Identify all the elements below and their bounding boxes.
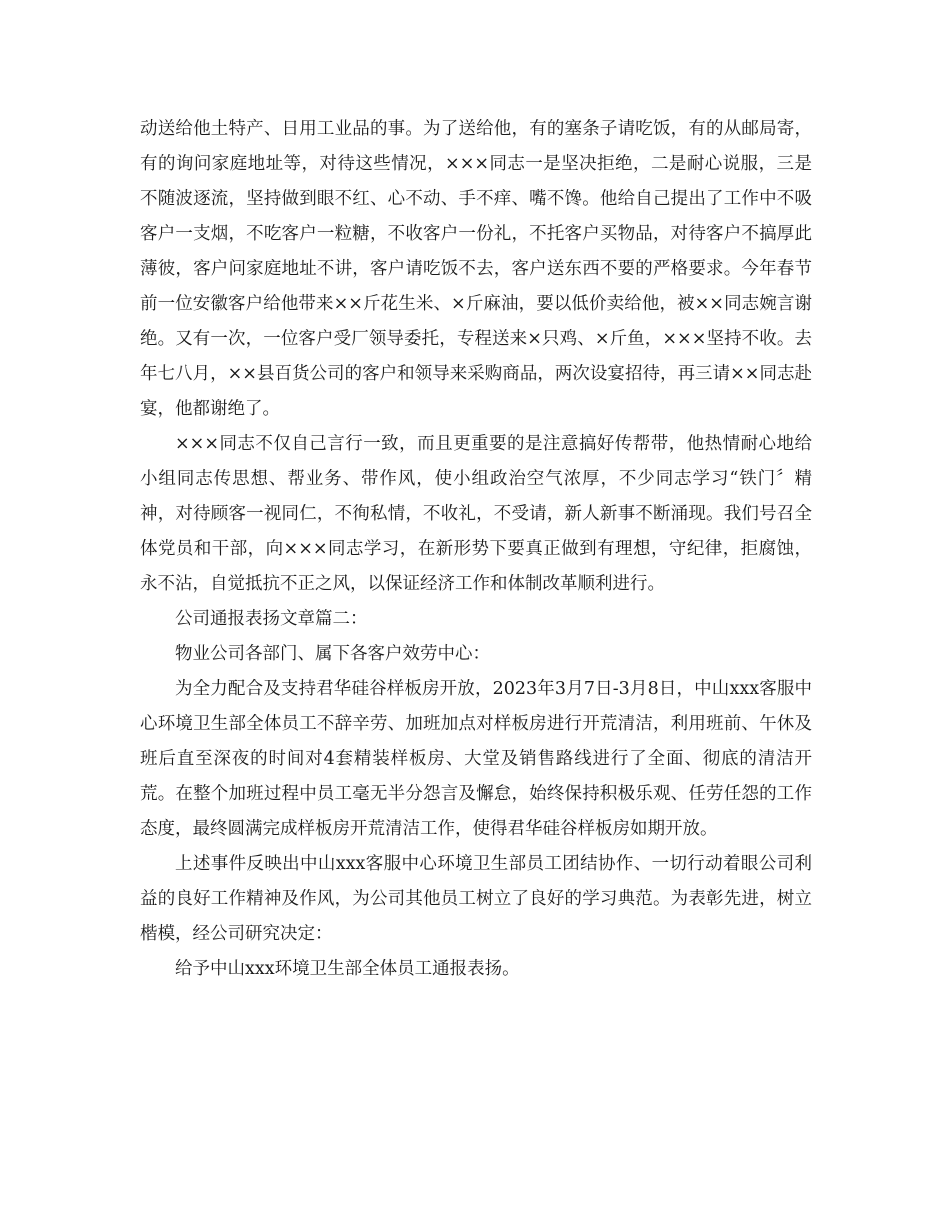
salutation: 物业公司各部门、属下各客户效劳中心： xyxy=(175,644,490,664)
section-heading: 公司通报表扬文章篇二： xyxy=(175,609,368,629)
paragraph-reflection: 上述事件反映出中山xxx客服中心环境卫生部员工团结协作、一切行动着眼公司利益的良好工作精神及作风，为公司其他员工树立了良好的学习典范。为表彰先进，树立楷模，经公司研究决定： xyxy=(140,854,812,944)
paragraph-continuation: 动送给他土特产、日用工业品的事。为了送给他，有的塞条子请吃饭，有的从邮局寄，有的询问家庭地址等，对待这些情况，×××同志一是坚决拒绝，二是耐心说服，三是不随波逐流，坚持做到眼不红、心不动、手不痒、嘴不馋。他给自己提出了工作中不吸客户一支烟，不吃客户一粒糖，不收客户一份礼，不托客户买物品，对待客户不搞厚此薄彼，客户问家庭地址不讲，客户请吃饭不去，客户送东西不要的严格要求。今年春节前一位安徽客户给他带来××斤花生米、×斤麻油，要以低价卖给他，被××同志婉言谢绝。又有一次，一位客户受厂领导委托，专程送来×只鸡、×斤鱼，×××坚持不收。去年七八月，××县百货公司的客户和领导来采购商品，两次设宴招待，再三请××同志赴宴，他都谢绝了。 xyxy=(140,119,812,419)
paragraph-event: 为全力配合及支持君华硅谷样板房开放，2023年3月7日-3月8日，中山xxx客服中心环境卫生部全体员工不辞辛劳、加班加点对样板房进行开荒清洁，利用班前、午休及班后直至深夜的时间对4套精装样板房、大堂及销售路线进行了全面、彻底的清洁开荒。在整个加班过程中员工毫无半分怨言及懈怠，始终保持积极乐观、任劳任怨的工作态度，最终圆满完成样板房开荒清洁工作，使得君华硅谷样板房如期开放。 xyxy=(140,679,812,839)
document-body xyxy=(140,112,812,987)
paragraph-mentoring: ×××同志不仅自己言行一致，而且更重要的是注意搞好传帮带，他热情耐心地给小组同志传思想、帮业务、带作风，使小组政治空气浓厚，不少同志学习“铁门〞精神，对待顾客一视同仁，不徇私情，不收礼，不受请，新人新事不断涌现。我们号召全体党员和干部，向×××同志学习，在新形势下要真正做到有理想，守纪律，拒腐蚀，永不沾，自觉抵抗不正之风，以保证经济工作和体制改革顺利进行。 xyxy=(140,434,812,594)
paragraph-decision: 给予中山xxx环境卫生部全体员工通报表扬。 xyxy=(175,959,520,979)
